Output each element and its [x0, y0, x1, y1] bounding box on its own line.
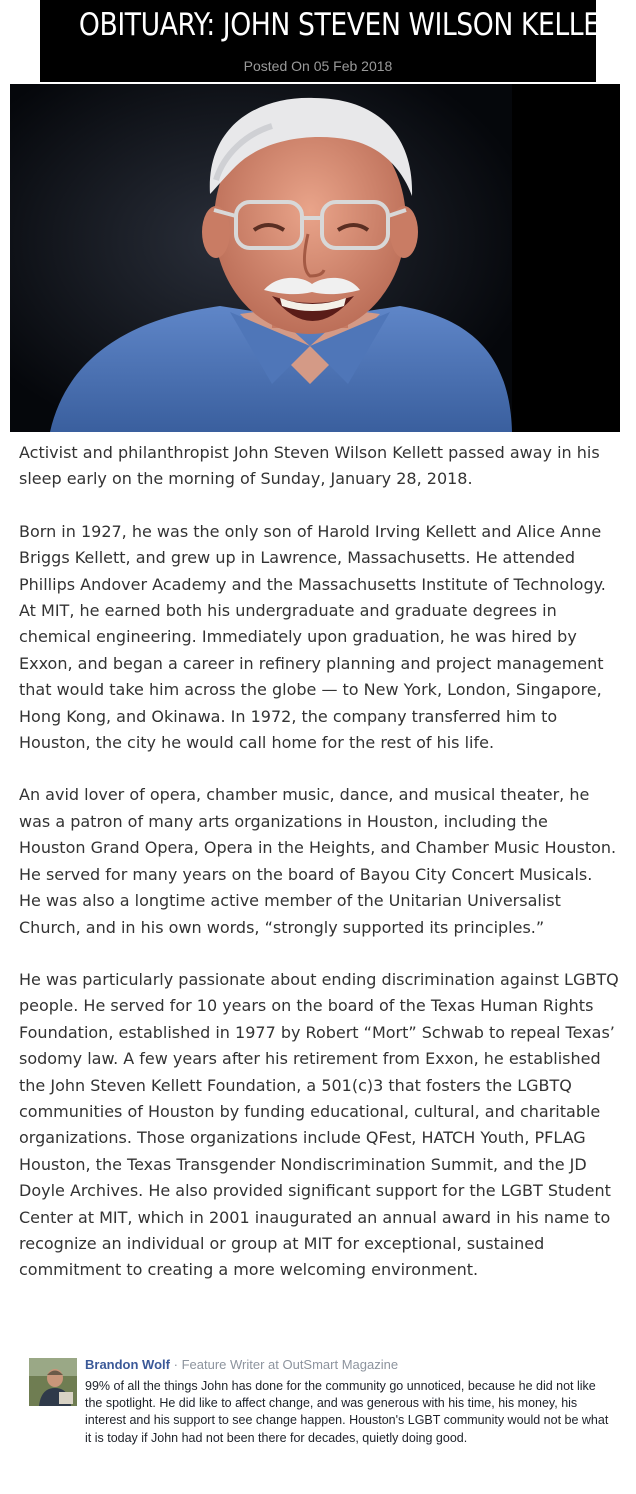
comment-text: 99% of all the things John has done for the community go unnoticed, because he did not like the spotlight. He did like to affect change, and was generous with his time, his money, his interest and his support to see change happen. Houston's LGBT community would not be what it is today if John had not been there for decades, quietly doing good.	[85, 1379, 609, 1445]
comment-body	[85, 1356, 615, 1447]
meta-separator: ·	[173, 1357, 178, 1372]
comment-meta	[85, 1356, 615, 1374]
article-paragraph: Activist and philanthropist John Steven Wilson Kellett passed away in his sleep early on the morning of Sunday, January 28, 2018.	[19, 443, 600, 489]
article-body	[19, 440, 619, 1310]
embedded-comment	[29, 1356, 619, 1480]
page-title: OBITUARY: JOHN STEVEN WILSON KELLETT	[78, 7, 631, 43]
article-paragraph: Born in 1927, he was the only son of Harold Irving Kellett and Alice Anne Briggs Kellett, and grew up in Lawrence, Massachusetts. He attended Phillips Andover Academy and the Massachusetts Institute of Technology. At MIT, he earned both his undergraduate and graduate degrees in chemical engineering. Immediately upon graduation, he was hired by Exxon, and began a career in refinery planning and project management that would take him across the globe — to New York, London, Singapore, Hong Kong, and Okinawa. In 1972, the company transferred him to Houston, the city he would call home for the rest of his life.	[19, 521, 606, 753]
comment-author-role: Feature Writer at OutSmart Magazine	[181, 1357, 399, 1372]
article-paragraph: He was particularly passionate about ending discrimination against LGBTQ people. He served for 10 years on the board of the Texas Human Rights Foundation, established in 1977 by Robert “Mort” Schwab to repeal Texas’ sodomy law. A few years after his retirement from Exxon, he established the John Steven Kellett Foundation, a 501(c)3 that fosters the LGBTQ communities of Houston by funding educational, cultural, and charitable organizations. Those organizations include QFest, HATCH Youth, PFLAG Houston, the Texas Transgender Nondiscrimination Summit, and the JD Doyle Archives. He also provided significant support for the LGBT Student Center at MIT, which in 2001 inaugurated an annual award in his name to recognize an individual or group at MIT for exceptional, sustained commitment to creating a more welcoming environment.	[19, 969, 619, 1280]
portrait-photo	[10, 84, 620, 432]
article-paragraph: An avid lover of opera, chamber music, dance, and musical theater, he was a patron of many arts organizations in Houston, including the Houston Grand Opera, Opera in the Heights, and Chamber Music Houston. He served for many years on the board of Bayou City Concert Musicals. He was also a longtime active member of the Unitarian Universalist Church, and in his own words, “strongly supported its principles.”	[19, 785, 617, 937]
title-banner	[40, 0, 631, 82]
comment-author-link[interactable]: Brandon Wolf	[85, 1357, 170, 1372]
avatar[interactable]	[29, 1358, 77, 1406]
post-date: Posted On 05 Feb 2018	[243, 58, 393, 74]
